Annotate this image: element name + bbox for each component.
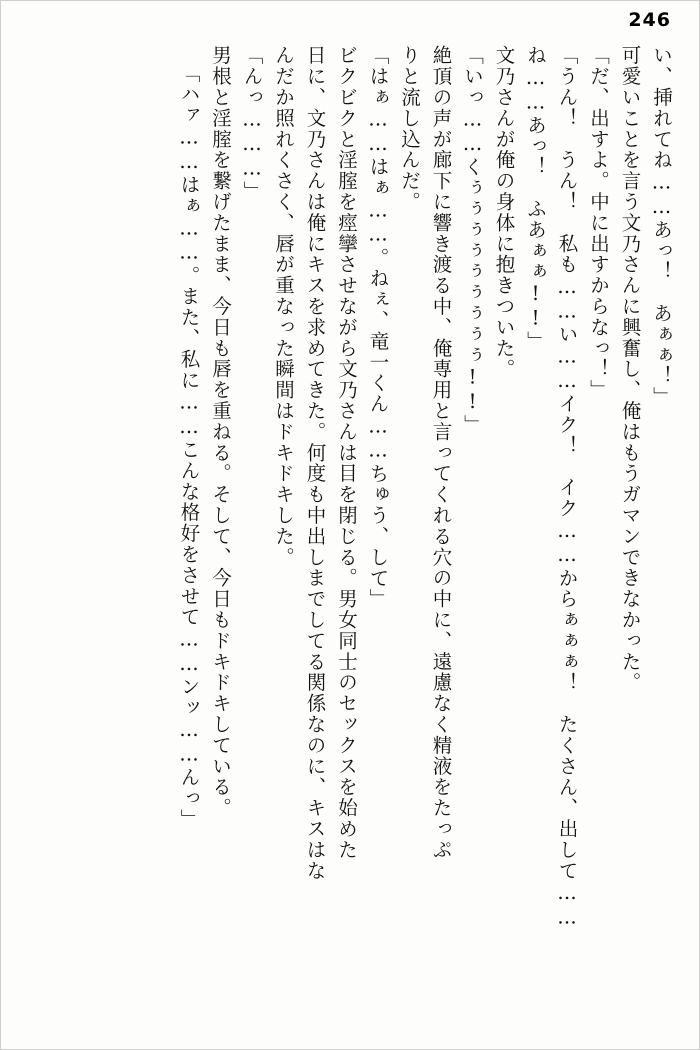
page-number: 246 bbox=[628, 9, 671, 31]
text-line: ね……あっ！ ふあぁぁ!!」 bbox=[524, 45, 547, 352]
text-line: んだか照れくさく、唇が重なった瞬間はドキドキした。 bbox=[272, 45, 295, 568]
text-line: りと流し込んだ。 bbox=[398, 45, 421, 213]
text-line: 「んっ………」 bbox=[240, 45, 264, 202]
text-line: い、挿れてね……あっ！ あぁぁ！」 bbox=[650, 45, 673, 408]
text-line: 「うん！ うん！ 私も……い……イク！ イク……からぁぁぁ！ たくさん、出して…… bbox=[555, 45, 579, 930]
text-line: 「いっ……くぅぅぅぅぅぅぅぅぅ!!」 bbox=[461, 45, 484, 436]
text-line: 「はぁ……はぁ……。ねぇ、竜一くん……ちゅう、して」 bbox=[366, 45, 390, 610]
text-line: ビクビクと淫腟を痙攣させながら文乃さんは目を閉じる。男女同士のセックスを始めた bbox=[335, 45, 358, 861]
page-text-body bbox=[23, 45, 677, 1031]
text-line: 日に、文乃さんは俺にキスを求めてきた。何度も中出しまでしてる関係なのに、キスはな bbox=[303, 45, 327, 881]
text-line: 文乃さんが俺の身体に抱きついた。 bbox=[492, 45, 516, 380]
text-line: 男根と淫腟を繋げたまま、今日も唇を重ねる。そして、今日もドキドキしている。 bbox=[209, 45, 232, 819]
text-line: 絶頂の声が廊下に響き渡る中、俺専用と言ってくれる穴の中に、遠慮なく精液をたっぷ bbox=[429, 45, 453, 861]
text-line: 「ハァ……はぁ……。また、私に……こんな格好をさせて……ンッ……んっ」 bbox=[177, 63, 201, 830]
text-line: 「だ、出すよ。中に出すからなっ！」 bbox=[587, 45, 610, 401]
text-line: 可愛いことを言う文乃さんに興奮し、俺はもうガマンできなかった。 bbox=[618, 45, 642, 693]
